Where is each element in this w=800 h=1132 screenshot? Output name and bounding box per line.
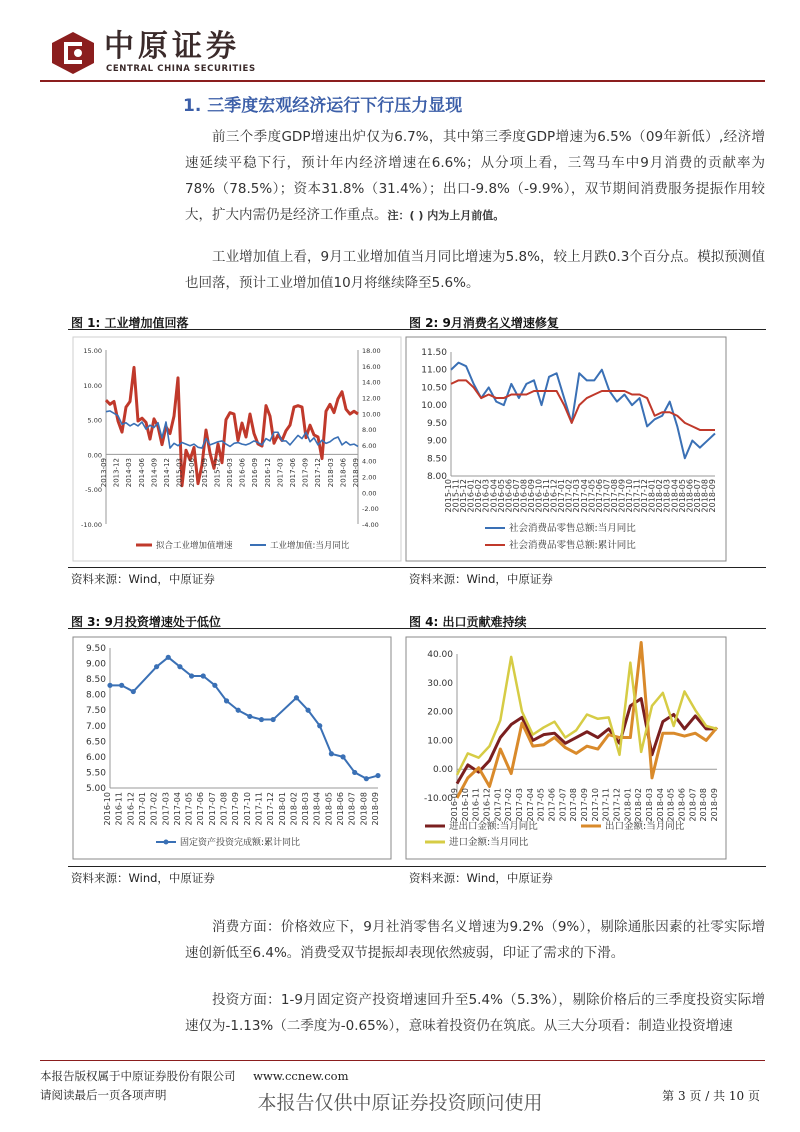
x-tick-label: 2015-06 — [188, 458, 197, 488]
x-tick-label: 2017-09 — [231, 792, 241, 826]
x-tick-label: 2018-06 — [677, 788, 687, 822]
y-tick-label: 6.00 — [85, 752, 106, 763]
x-tick-label: 2017-03 — [161, 792, 171, 826]
y-tick-label: -5.00 — [85, 486, 102, 495]
x-tick-label: 2018-02 — [289, 792, 299, 826]
figure-row-bottom-src-rule — [68, 866, 766, 867]
x-tick-label: 2017-07 — [207, 792, 217, 826]
y2-tick-label: 14.00 — [362, 378, 381, 387]
x-tick-label: 2016-09 — [251, 458, 260, 488]
x-tick-label: 2018-02 — [655, 479, 665, 513]
data-point — [271, 717, 276, 722]
paragraph-gdp-note: 注：( ) 内为上月前值。 — [387, 209, 505, 222]
y2-tick-label: 4.00 — [362, 457, 377, 466]
data-point — [294, 695, 299, 700]
data-point — [154, 664, 159, 669]
y-tick-label: 5.00 — [85, 784, 106, 794]
fig4-legend-1: 进出口金额:当月同比 — [449, 821, 538, 832]
x-tick-label: 2017-05 — [536, 788, 546, 822]
data-point — [107, 683, 112, 688]
x-tick-label: 2018-04 — [670, 479, 680, 513]
paragraph-gdp — [185, 124, 765, 229]
fig2-source: 资料来源：Wind，中原证券 — [409, 572, 553, 586]
y2-tick-label: 10.00 — [362, 410, 381, 419]
x-tick-label: 2018-03 — [326, 458, 335, 488]
data-point — [131, 689, 136, 694]
x-tick-label: 2018-05 — [677, 479, 687, 513]
x-tick-label: 2016-01 — [466, 479, 476, 513]
x-tick-label: 2017-09 — [580, 788, 589, 822]
x-tick-label: 2017-09 — [617, 479, 627, 513]
x-tick-label: 2018-03 — [645, 788, 654, 822]
x-tick-label: 2016-07 — [511, 479, 521, 513]
x-tick-label: 2018-09 — [352, 458, 360, 488]
x-tick-label: 2016-12 — [126, 792, 136, 826]
paragraph-investment-text: 投资方面：1-9月固定资产投资增速回升至5.4%（5.3%），剔除价格后的三季度投资实际增速仅为-1.13%（二季度为-0.65%），意味着投资仍在筑底。从三大分项看：制造业投资增速 — [185, 992, 765, 1034]
paragraph-investment — [185, 987, 765, 1039]
x-tick-label: 2018-09 — [708, 479, 717, 513]
paragraph-consumption — [185, 914, 765, 966]
x-tick-label: 2016-11 — [114, 792, 124, 826]
x-tick-label: 2016-10 — [460, 788, 470, 822]
x-tick-label: 2017-04 — [579, 479, 589, 513]
data-point — [177, 664, 182, 669]
data-point — [375, 773, 380, 778]
fig2-legend-2: 社会消费品零售总额:累计同比 — [509, 540, 636, 551]
y2-tick-label: 8.00 — [362, 426, 377, 435]
x-tick-label: 2016-05 — [496, 479, 506, 513]
paragraph-consumption-text: 消费方面：价格效应下，9月社消零售名义增速为9.2%（9%），剔除通胀因素的社零实际增速创新低至6.4%。消费受双节提振却表现依然疲弱，印证了需求的下滑。 — [185, 919, 765, 961]
x-tick-label: 2014-03 — [125, 458, 134, 488]
y2-tick-label: -2.00 — [362, 505, 379, 514]
y-tick-label: 0.00 — [87, 451, 102, 460]
footer-banner: 本报告仅供中原证券投资顾问使用 — [257, 1092, 543, 1114]
x-tick-label: 2018-07 — [692, 479, 702, 513]
paragraph-industry — [185, 244, 765, 296]
x-tick-label: 2017-01 — [557, 479, 567, 513]
x-tick-label: 2018-06 — [339, 458, 348, 488]
x-tick-label: 2018-08 — [699, 788, 709, 822]
y-tick-label: 8.00 — [85, 690, 106, 701]
x-tick-label: 2017-12 — [314, 458, 323, 488]
data-point — [236, 708, 241, 713]
footer-copyright-text: 本报告版权属于中原证券股份有限公司 — [40, 1069, 236, 1083]
x-tick-label: 2017-02 — [504, 788, 514, 822]
data-point — [166, 655, 171, 660]
y2-tick-label: -4.00 — [362, 521, 379, 529]
y2-tick-label: 12.00 — [362, 394, 381, 403]
x-tick-label: 2018-09 — [371, 792, 380, 826]
y2-tick-label: 2.00 — [362, 473, 377, 482]
y-tick-label: 9.50 — [85, 644, 106, 654]
x-tick-label: 2016-10 — [534, 479, 544, 513]
x-tick-label: 2018-09 — [710, 788, 719, 822]
x-tick-label: 2017-10 — [590, 788, 600, 822]
x-tick-label: 2017-03 — [276, 458, 285, 488]
x-tick-label: 2016-06 — [504, 479, 514, 513]
x-tick-label: 2014-06 — [137, 458, 146, 488]
x-tick-label: 2017-04 — [172, 792, 182, 826]
data-point — [317, 723, 322, 728]
x-tick-label: 2018-05 — [324, 792, 334, 826]
y-tick-label: -10.00 — [81, 521, 102, 529]
data-point — [201, 673, 206, 678]
fig3-source: 资料来源：Wind，中原证券 — [71, 871, 215, 885]
y-tick-label: 40.00 — [427, 650, 453, 660]
x-tick-label: 2017-01 — [493, 788, 503, 822]
y-tick-label: 7.00 — [85, 721, 106, 732]
y-tick-label: 30.00 — [427, 678, 453, 689]
x-tick-label: 2016-09 — [526, 479, 536, 513]
x-tick-label: 2016-12 — [482, 788, 492, 822]
data-point — [340, 754, 345, 759]
x-tick-label: 2018-02 — [634, 788, 644, 822]
fig2-chart — [405, 336, 727, 562]
fig1-legend-1: 拟合工业增加值增速 — [156, 541, 233, 551]
x-tick-label: 2013-09 — [100, 458, 108, 488]
footer-disclaimer: 请阅读最后一页各项声明 — [40, 1088, 167, 1102]
x-tick-label: 2017-05 — [587, 479, 597, 513]
fig4-title: 图 4: 出口贡献难持续 — [409, 615, 527, 629]
x-tick-label: 2015-10 — [444, 479, 453, 513]
y2-tick-label: 0.00 — [362, 489, 377, 498]
x-tick-label: 2015-12 — [459, 479, 469, 513]
y-tick-label: 10.50 — [421, 383, 447, 394]
x-tick-label: 2016-11 — [542, 479, 552, 513]
y-tick-label: 15.00 — [83, 347, 102, 355]
data-point — [224, 698, 229, 703]
x-tick-label: 2018-04 — [655, 788, 665, 822]
x-tick-label: 2017-07 — [602, 479, 612, 513]
x-tick-label: 2016-10 — [103, 792, 112, 826]
x-tick-label: 2018-08 — [700, 479, 710, 513]
fig4-source: 资料来源：Wind，中原证券 — [409, 871, 553, 885]
y-tick-label: -10.00 — [423, 794, 453, 804]
x-tick-label: 2018-07 — [347, 792, 357, 826]
x-tick-label: 2015-03 — [175, 458, 184, 488]
fig1-title: 图 1: 工业增加值回落 — [71, 316, 189, 330]
header-rule — [40, 80, 765, 82]
footer-copyright — [40, 1068, 348, 1084]
x-tick-label: 2017-10 — [242, 792, 252, 826]
y-tick-label: 8.50 — [426, 454, 447, 465]
x-tick-label: 2016-03 — [481, 479, 491, 513]
x-tick-label: 2017-06 — [289, 458, 297, 488]
y-tick-label: 10.00 — [421, 401, 447, 412]
fig4-legend-2: 出口金额:当月同比 — [605, 821, 685, 832]
y-tick-label: 20.00 — [427, 707, 453, 718]
x-tick-label: 2018-03 — [662, 479, 672, 513]
x-tick-label: 2017-08 — [219, 792, 229, 826]
x-tick-label: 2014-09 — [150, 458, 159, 488]
x-tick-label: 2014-12 — [163, 458, 171, 488]
x-tick-label: 2017-08 — [609, 479, 619, 513]
data-point — [352, 770, 357, 775]
x-tick-label: 2017-12 — [640, 479, 650, 513]
y-tick-label: 8.00 — [426, 472, 447, 482]
x-tick-label: 2015-12 — [213, 458, 222, 488]
x-tick-label: 2013-12 — [112, 458, 121, 488]
x-tick-label: 2016-09 — [450, 788, 459, 822]
x-tick-label: 2016-04 — [489, 479, 499, 513]
footer-rule — [40, 1060, 765, 1061]
data-point — [212, 683, 217, 688]
x-tick-label: 2017-04 — [525, 788, 535, 822]
y-tick-label: 9.00 — [426, 436, 447, 447]
x-tick-label: 2017-06 — [547, 788, 557, 822]
x-tick-label: 2017-03 — [572, 479, 582, 513]
figure-row-top-src-rule — [68, 567, 766, 568]
x-tick-label: 2018-06 — [685, 479, 695, 513]
x-tick-label: 2018-01 — [647, 479, 657, 513]
x-tick-label: 2017-03 — [515, 788, 524, 822]
x-tick-label: 2016-06 — [238, 458, 247, 488]
x-tick-label: 2015-09 — [200, 458, 209, 488]
x-tick-label: 2017-11 — [601, 788, 611, 822]
x-tick-label: 2018-01 — [277, 792, 287, 826]
y-tick-label: 11.00 — [421, 365, 447, 376]
x-tick-label: 2016-12 — [263, 458, 272, 488]
y-tick-label: 9.00 — [85, 659, 106, 670]
data-point — [305, 708, 310, 713]
x-tick-label: 2017-10 — [625, 479, 635, 513]
x-tick-label: 2016-02 — [474, 479, 484, 513]
fig2-title: 图 2: 9月消费名义增速修复 — [409, 316, 559, 330]
x-tick-label: 2018-05 — [666, 788, 676, 822]
x-tick-label: 2018-03 — [301, 792, 311, 826]
fig1-chart — [72, 336, 402, 562]
y-tick-label: 10.00 — [83, 381, 102, 390]
x-tick-label: 2017-02 — [149, 792, 159, 826]
x-tick-label: 2017-07 — [558, 788, 568, 822]
y-tick-label: 11.50 — [421, 348, 447, 358]
fig4-chart — [405, 636, 727, 860]
data-point — [329, 751, 334, 756]
paragraph-gdp-text: 前三个季度GDP增速出炉仅为6.7%，其中第三季度GDP增速为6.5%（09年新低）,经济增速延续平稳下行，预计年内经济增速在6.6%；从分项上看，三驾马车中9月消费的贡献率为78%（78.5%）；资本31.8%（31.4%）；出口-9.8%（-9.9%），双节期间消费服务提振作用较大，扩大内需仍是经济工作重点。 — [185, 129, 765, 223]
x-tick-label: 2017-05 — [184, 792, 194, 826]
y-tick-label: 6.50 — [85, 737, 106, 748]
data-point — [119, 683, 124, 688]
company-name-cn: 中原证券 — [104, 29, 240, 64]
y2-tick-label: 6.00 — [362, 441, 377, 450]
fig3-legend-1: 固定资产投资完成额:累计同比 — [180, 838, 301, 848]
x-tick-label: 2018-08 — [359, 792, 369, 826]
x-tick-label: 2016-03 — [226, 458, 234, 488]
x-tick-label: 2018-01 — [623, 788, 633, 822]
data-point — [247, 714, 252, 719]
data-point — [259, 717, 264, 722]
footer-url[interactable]: www.ccnew.com — [253, 1069, 349, 1083]
x-tick-label: 2016-08 — [519, 479, 529, 513]
y-tick-label: 0.00 — [432, 765, 453, 776]
x-tick-label: 2017-09 — [301, 458, 310, 488]
x-tick-label: 2017-06 — [594, 479, 604, 513]
footer-page-number: 第 3 页 / 共 10 页 — [662, 1089, 760, 1103]
x-tick-label: 2017-06 — [196, 792, 206, 826]
y-tick-label: 5.50 — [85, 768, 106, 779]
section-heading: 1. 三季度宏观经济运行下行压力显现 — [183, 96, 463, 116]
x-tick-label: 2017-01 — [137, 792, 147, 826]
data-point — [364, 776, 369, 781]
y-tick-label: 10.00 — [427, 736, 453, 747]
y-tick-label: 5.00 — [87, 416, 102, 425]
x-tick-label: 2017-12 — [266, 792, 276, 826]
x-tick-label: 2017-11 — [254, 792, 264, 826]
data-point — [189, 673, 194, 678]
fig2-legend-1: 社会消费品零售总额:当月同比 — [509, 523, 636, 534]
x-tick-label: 2017-11 — [632, 479, 642, 513]
y2-tick-label: 16.00 — [362, 362, 381, 371]
paragraph-industry-text: 工业增加值上看，9月工业增加值当月同比增速为5.8%，较上月跌0.3个百分点。模拟预测值也回落，预计工业增加值10月将继续降至5.6%。 — [185, 249, 765, 291]
company-name-en: CENTRAL CHINA SECURITIES — [106, 64, 256, 74]
x-tick-label: 2017-08 — [569, 788, 579, 822]
y2-tick-label: 18.00 — [362, 347, 381, 355]
x-tick-label: 2017-02 — [564, 479, 574, 513]
fig4-legend-3: 进口金额:当月同比 — [449, 837, 529, 848]
fig3-title: 图 3: 9月投资增速处于低位 — [71, 615, 221, 629]
fig1-source: 资料来源：Wind，中原证券 — [71, 572, 215, 586]
x-tick-label: 2017-12 — [612, 788, 622, 822]
x-tick-label: 2018-04 — [312, 792, 322, 826]
x-tick-label: 2018-07 — [688, 788, 698, 822]
y-tick-label: 8.50 — [85, 675, 106, 686]
x-tick-label: 2018-06 — [336, 792, 346, 826]
x-tick-label: 2015-11 — [451, 479, 461, 513]
y-tick-label: 9.50 — [426, 418, 447, 429]
fig1-legend-2: 工业增加值:当月同比 — [270, 541, 350, 551]
x-tick-label: 2016-12 — [549, 479, 559, 513]
x-tick-label: 2016-11 — [471, 788, 481, 822]
company-logo-mark — [50, 30, 96, 76]
y-tick-label: 7.50 — [85, 706, 106, 717]
fig3-chart — [72, 636, 392, 860]
